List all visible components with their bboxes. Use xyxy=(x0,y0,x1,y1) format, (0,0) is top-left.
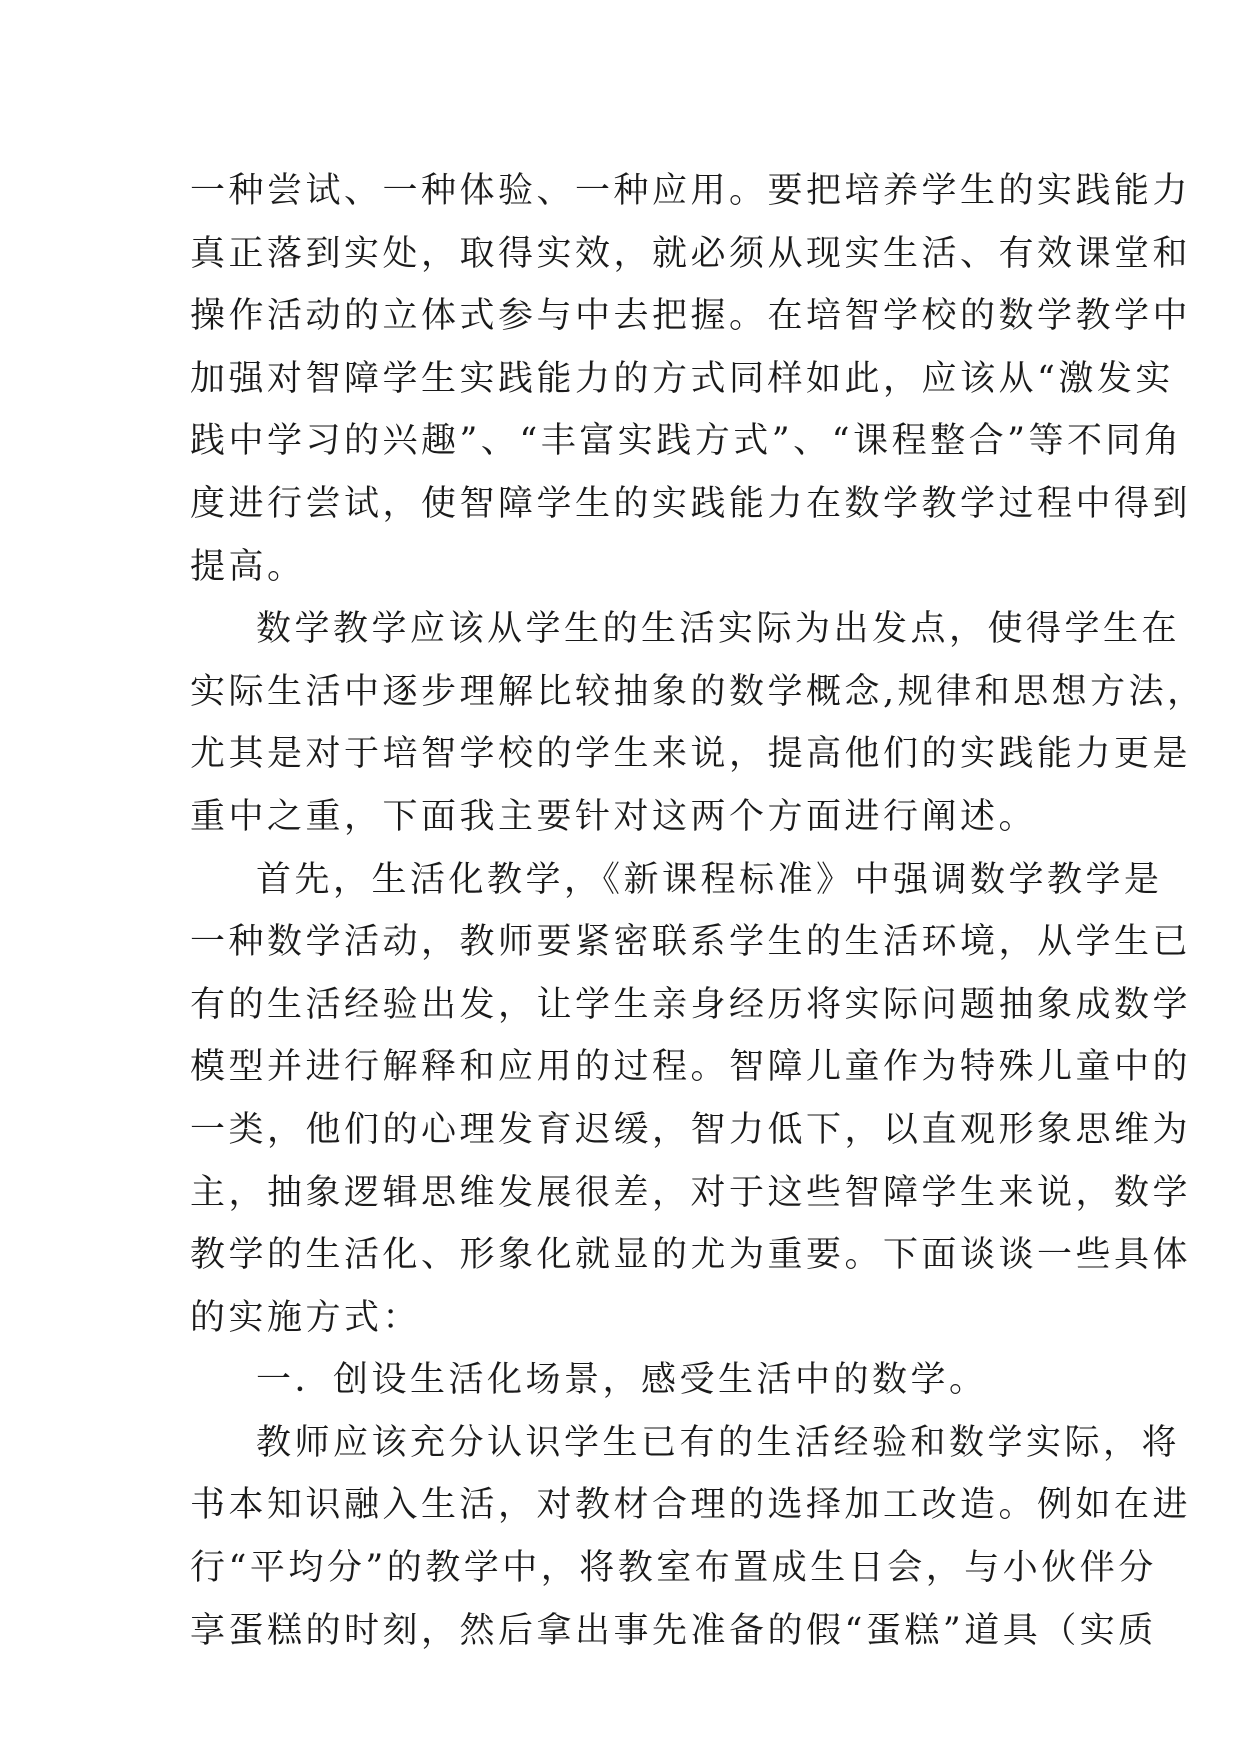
text-line: 书本知识融入生活，对教材合理的选择加工改造。例如在进 xyxy=(190,1485,1192,1526)
text-line: 真正落到实处，取得实效，就必须从现实生活、有效课堂和 xyxy=(190,233,1192,274)
paragraph-p4 xyxy=(190,1349,1058,1412)
paragraph-p1 xyxy=(190,160,1192,598)
text-line: 数学教学应该从学生的生活实际为出发点，使得学生在 xyxy=(256,609,1181,650)
text-line: 行“平均分”的教学中，将教室布置成生日会，与小伙伴分 xyxy=(190,1548,1157,1589)
text-line: 一种数学活动，教师要紧密联系学生的生活环境，从学生已 xyxy=(190,922,1192,963)
body-text xyxy=(190,160,1206,1662)
paragraph-p2 xyxy=(190,598,1206,848)
text-line: 教师应该充分认识学生已有的生活经验和数学实际，将 xyxy=(256,1422,1181,1463)
text-line: 提高。 xyxy=(190,546,306,587)
paragraph-p3 xyxy=(190,849,1192,1350)
text-line: 加强对智障学生实践能力的方式同样如此，应该从“激发实 xyxy=(190,358,1174,399)
text-line: 模型并进行解释和应用的过程。智障儿童作为特殊儿童中的 xyxy=(190,1047,1192,1088)
text-line: 一．创设生活化场景，感受生活中的数学。 xyxy=(256,1360,988,1401)
text-line: 有的生活经验出发，让学生亲身经历将实际问题抽象成数学 xyxy=(190,984,1192,1025)
text-line: 主，抽象逻辑思维发展很差，对于这些智障学生来说，数学 xyxy=(190,1172,1192,1213)
paragraph-p5 xyxy=(190,1412,1192,1662)
text-line: 教学的生活化、形象化就显的尤为重要。下面谈谈一些具体 xyxy=(190,1235,1192,1276)
text-line: 重中之重，下面我主要针对这两个方面进行阐述。 xyxy=(190,796,1038,837)
text-line: 享蛋糕的时刻，然后拿出事先准备的假“蛋糕”道具（实质 xyxy=(190,1610,1157,1651)
text-line: 实际生活中逐步理解比较抽象的数学概念,规律和思想方法， xyxy=(190,671,1206,712)
text-line: 的实施方式： xyxy=(190,1297,422,1338)
text-line: 操作活动的立体式参与中去把握。在培智学校的数学教学中 xyxy=(190,296,1192,337)
text-line: 一种尝试、一种体验、一种应用。要把培养学生的实践能力 xyxy=(190,171,1192,211)
text-line: 首先，生活化教学，《新课程标准》中强调数学教学是 xyxy=(256,859,1163,900)
text-line: 度进行尝试，使智障学生的实践能力在数学教学过程中得到 xyxy=(190,483,1192,524)
text-line: 尤其是对于培智学校的学生来说，提高他们的实践能力更是 xyxy=(190,734,1192,775)
text-line: 一类，他们的心理发育迟缓，智力低下，以直观形象思维为 xyxy=(190,1109,1192,1150)
text-line: 践中学习的兴趣”、“丰富实践方式”、“课程整合”等不同角 xyxy=(190,421,1183,462)
